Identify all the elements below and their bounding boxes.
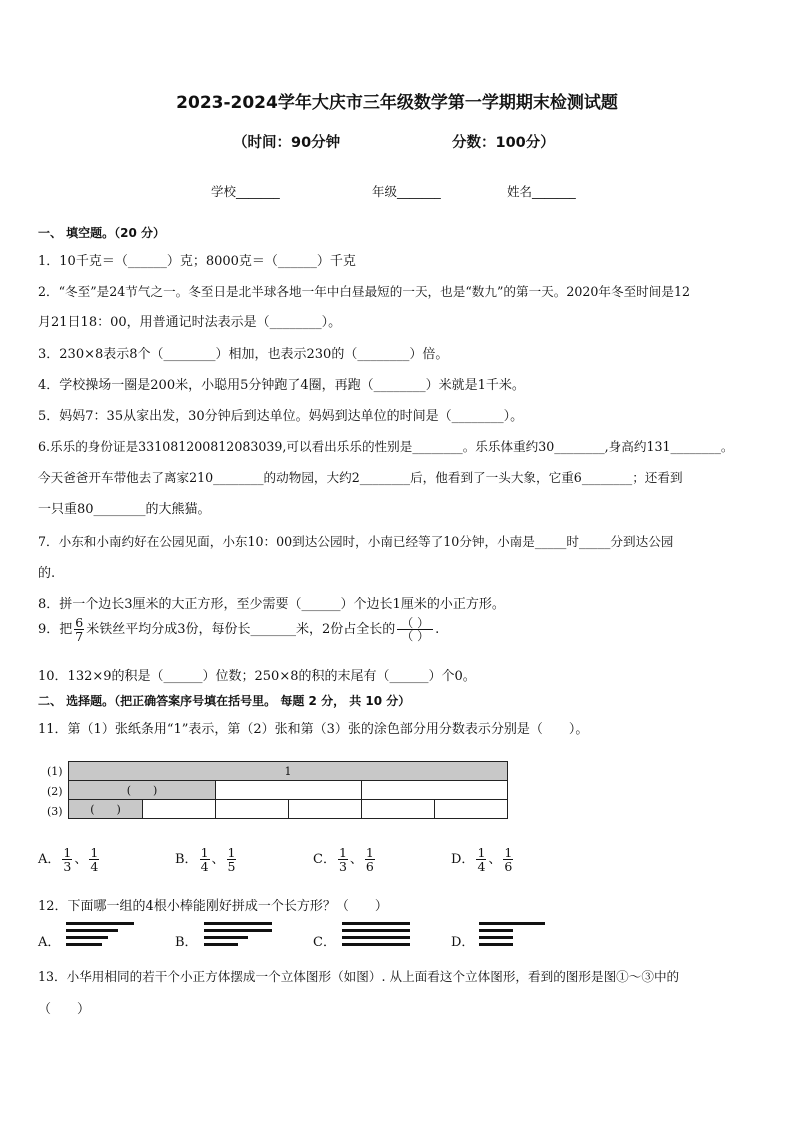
question-9-pre: 9．把	[38, 622, 73, 638]
stick	[342, 929, 410, 932]
strip-3-part	[143, 800, 216, 819]
stick	[479, 943, 513, 946]
separator: 、	[74, 852, 88, 868]
numerator: 1	[365, 845, 374, 860]
grade-field: 年级_______	[372, 184, 441, 199]
strip-2-part	[362, 781, 508, 800]
denominator: 6	[504, 859, 513, 875]
stick	[204, 922, 272, 925]
stick	[66, 922, 134, 925]
strip-2-shaded-part: ( )	[69, 781, 216, 800]
q12-option-a-label[interactable]: A．	[38, 935, 61, 950]
denominator: 4	[200, 859, 209, 875]
blank-denominator: （ ）	[401, 629, 430, 644]
q11-option-c[interactable]	[313, 846, 377, 873]
name-field: 姓名_______	[507, 184, 576, 199]
question-6-line3: 一只重80________的大熊猫。	[38, 502, 211, 517]
question-1: 1．10千克＝（______）克；8000克＝（______）千克	[38, 254, 356, 269]
strip-3	[69, 800, 508, 819]
denominator: 4	[90, 859, 99, 875]
fraction-denominator: 7	[75, 629, 84, 645]
strip-3-part	[289, 800, 362, 819]
numerator: 1	[477, 845, 486, 860]
option-fraction	[365, 846, 375, 873]
stick	[342, 943, 410, 946]
exam-score: 分数：100分）	[452, 135, 555, 151]
question-10: 10．132×9的积是（______）位数；250×8的积的末尾有（______）个0。	[38, 669, 476, 684]
stick	[204, 943, 238, 946]
question-9-end: .	[435, 622, 440, 638]
strip-3-shaded-part: ( )	[69, 800, 143, 819]
question-2-line1: 2．“冬至”是24节气之一。冬至日是北半球各地一年中白昼最短的一天，也是“数九”的第一天。2020年冬至时间是12	[38, 284, 690, 299]
stick	[479, 929, 513, 932]
option-fraction	[227, 846, 237, 873]
question-7-line2: 的.	[38, 566, 56, 581]
denominator: 3	[338, 859, 347, 875]
page-title: 2023-2024学年大庆市三年级数学第一学期期末检测试题	[176, 93, 618, 113]
q11-option-d[interactable]	[451, 846, 515, 873]
question-6-line2: 今天爸爸开车带他去了离家210________的动物园，大约2________后，他看到了一头大象，它重6________；还看到	[38, 470, 683, 485]
strip-2-part	[216, 781, 362, 800]
question-13-line2: （ ）	[38, 1002, 91, 1017]
question-7-line1: 7．小东和小南约好在公园见面，小东10：00到达公园时，小南已经等了10分钟，小南是_____时_____分到达公园	[38, 534, 674, 549]
option-letter: B．	[175, 852, 198, 868]
q11-option-b[interactable]	[175, 846, 238, 873]
strip-1-whole: 1	[69, 762, 508, 781]
option-fraction	[503, 846, 513, 873]
question-9-mid: 米铁丝平均分成3份，每份长_______米，2份占全长的	[86, 622, 396, 638]
q12-option-c-label[interactable]: C．	[313, 935, 336, 950]
strip-1	[69, 762, 508, 781]
q12-option-b-label[interactable]: B．	[175, 935, 198, 950]
question-9	[38, 616, 439, 643]
stick	[204, 929, 272, 932]
stick	[66, 936, 108, 939]
stick	[204, 936, 248, 939]
section-choice-title: 二、 选择题。（把正确答案序号填在括号里。 每题 2 分， 共 10 分）	[38, 694, 411, 708]
strip-3-part	[362, 800, 435, 819]
denominator: 4	[477, 859, 486, 875]
question-13-line1: 13．小华用相同的若干个小正方体摆成一个立体图形（如图）. 从上面看这个立体图形，看到的图形是图①～③中的	[38, 969, 680, 984]
paper-strips-figure	[68, 761, 508, 819]
question-6-line1: 6.乐乐的身份证是331081200812083039,可以看出乐乐的性别是________。乐乐体重约30________,身高约131________。	[38, 439, 734, 454]
strip-3-part	[435, 800, 508, 819]
section-fill-blank-title: 一、 填空题。（20 分）	[38, 226, 166, 240]
strip-label-2: (2)	[47, 785, 63, 798]
option-fraction	[200, 846, 210, 873]
question-5: 5．妈妈7：35从家出发，30分钟后到达单位。妈妈到达单位的时间是（________）。	[38, 409, 524, 424]
question-4: 4．学校操场一圈是200米，小聪用5分钟跑了4圈，再跑（________）米就是1千米。	[38, 378, 525, 393]
option-fraction	[338, 846, 348, 873]
strip-label-3: (3)	[47, 805, 63, 818]
stick	[479, 922, 545, 925]
q11-option-a[interactable]	[38, 846, 101, 873]
option-letter: D．	[451, 852, 475, 868]
numerator: 1	[338, 845, 347, 860]
numerator: 1	[63, 845, 72, 860]
stick	[342, 922, 410, 925]
question-12: 12．下面哪一组的4根小棒能刚好拼成一个长方形？（ ）	[38, 899, 388, 914]
option-letter: C．	[313, 852, 336, 868]
blank-numerator: （ ）	[397, 617, 433, 631]
school-field: 学校_______	[211, 184, 280, 199]
q12-option-d-label[interactable]: D．	[451, 935, 475, 950]
fraction-six-sevenths	[74, 616, 84, 643]
exam-time: （时间：90分钟	[233, 135, 341, 151]
question-2-line2: 月21日18：00，用普通记时法表示是（________）。	[38, 315, 342, 330]
stick	[479, 936, 513, 939]
fraction-numerator: 6	[75, 615, 84, 630]
separator: 、	[211, 852, 225, 868]
strip-2	[69, 781, 508, 800]
separator: 、	[488, 852, 502, 868]
fraction-answer-blank	[397, 617, 433, 643]
stick	[342, 936, 410, 939]
numerator: 1	[90, 845, 99, 860]
separator: 、	[349, 852, 363, 868]
question-3: 3．230×8表示8个（________）相加，也表示230的（________）倍。	[38, 347, 449, 362]
stick	[66, 929, 118, 932]
option-fraction	[476, 846, 486, 873]
denominator: 6	[365, 859, 374, 875]
numerator: 1	[200, 845, 209, 860]
numerator: 1	[227, 845, 236, 860]
stick	[66, 943, 102, 946]
question-11: 11．第（1）张纸条用“1”表示，第（2）张和第（3）张的涂色部分用分数表示分别是（ ）。	[38, 722, 589, 737]
question-8: 8．拼一个边长3厘米的大正方形，至少需要（______）个边长1厘米的小正方形。	[38, 597, 505, 612]
strip-label-1: (1)	[47, 765, 63, 778]
numerator: 1	[504, 845, 513, 860]
option-letter: A．	[38, 852, 61, 868]
strip-3-part	[216, 800, 289, 819]
option-fraction	[89, 846, 99, 873]
option-fraction	[62, 846, 72, 873]
denominator: 3	[63, 859, 72, 875]
denominator: 5	[227, 859, 236, 875]
